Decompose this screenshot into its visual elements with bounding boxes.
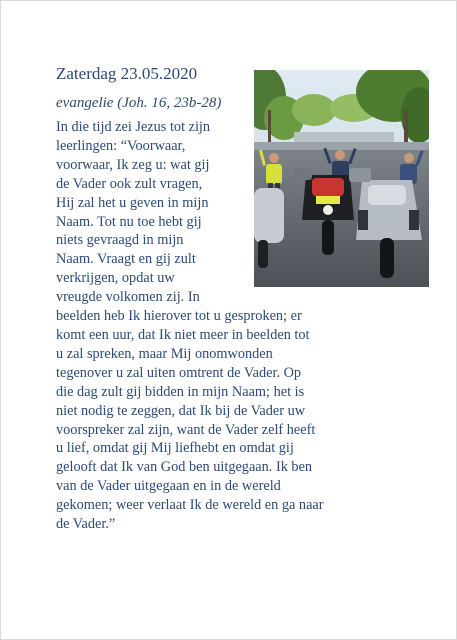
text-line: Naam. Vraagt en gij zult: [56, 251, 196, 268]
text-line: verkrijgen, opdat uw: [56, 270, 175, 287]
text-line: vreugde volkomen zij. In: [56, 289, 200, 306]
text-line: voorspreker zal zijn, want de Vader zelf heeft: [56, 421, 316, 438]
text-line: gelooft dat Ik van God ben uitgegaan. Ik ben: [56, 459, 313, 476]
text-line: Hij zal het u geven in mijn: [56, 194, 209, 211]
text-line: In die tijd zei Jezus tot zijn: [56, 119, 211, 135]
text-line: u lief, omdat gij Mij liefhebt en omdat gij: [56, 440, 294, 457]
gospel-text: [56, 118, 426, 534]
text-line: van de Vader uitgegaan en in de wereld: [56, 478, 281, 495]
text-line: u zal spreken, maar Mij onomwonden: [56, 345, 273, 362]
text-line: komt een uur, dat Ik niet meer in beelden tot: [56, 326, 310, 343]
gospel-reference: evangelie (Joh. 16, 23b-28): [56, 95, 222, 111]
text-line: niets gevraagd in mijn: [56, 232, 184, 249]
text-line: die dag zult gij bidden in mijn Naam; het is: [56, 383, 305, 400]
text-line: niet nodig te zeggen, dat Ik bij de Vader uw: [56, 402, 306, 419]
text-line: beelden heb Ik hierover tot u gesproken; er: [56, 308, 302, 325]
text-line: gekomen; weer verlaat Ik de wereld en ga naar: [56, 497, 324, 514]
motorcycle-photo: [254, 70, 429, 287]
text-line: de Vader.”: [56, 516, 116, 533]
text-line: tegenover u zal uiten omtrent de Vader. Op: [56, 364, 302, 381]
text-line: de Vader ook zult vragen,: [56, 175, 203, 192]
date-heading: Zaterdag 23.05.2020: [56, 64, 198, 83]
text-line: voorwaar, Ik zeg u: wat gij: [56, 156, 210, 173]
text-line: leerlingen: “Voorwaar,: [56, 137, 186, 154]
text-line: Naam. Tot nu toe hebt gij: [56, 213, 202, 230]
